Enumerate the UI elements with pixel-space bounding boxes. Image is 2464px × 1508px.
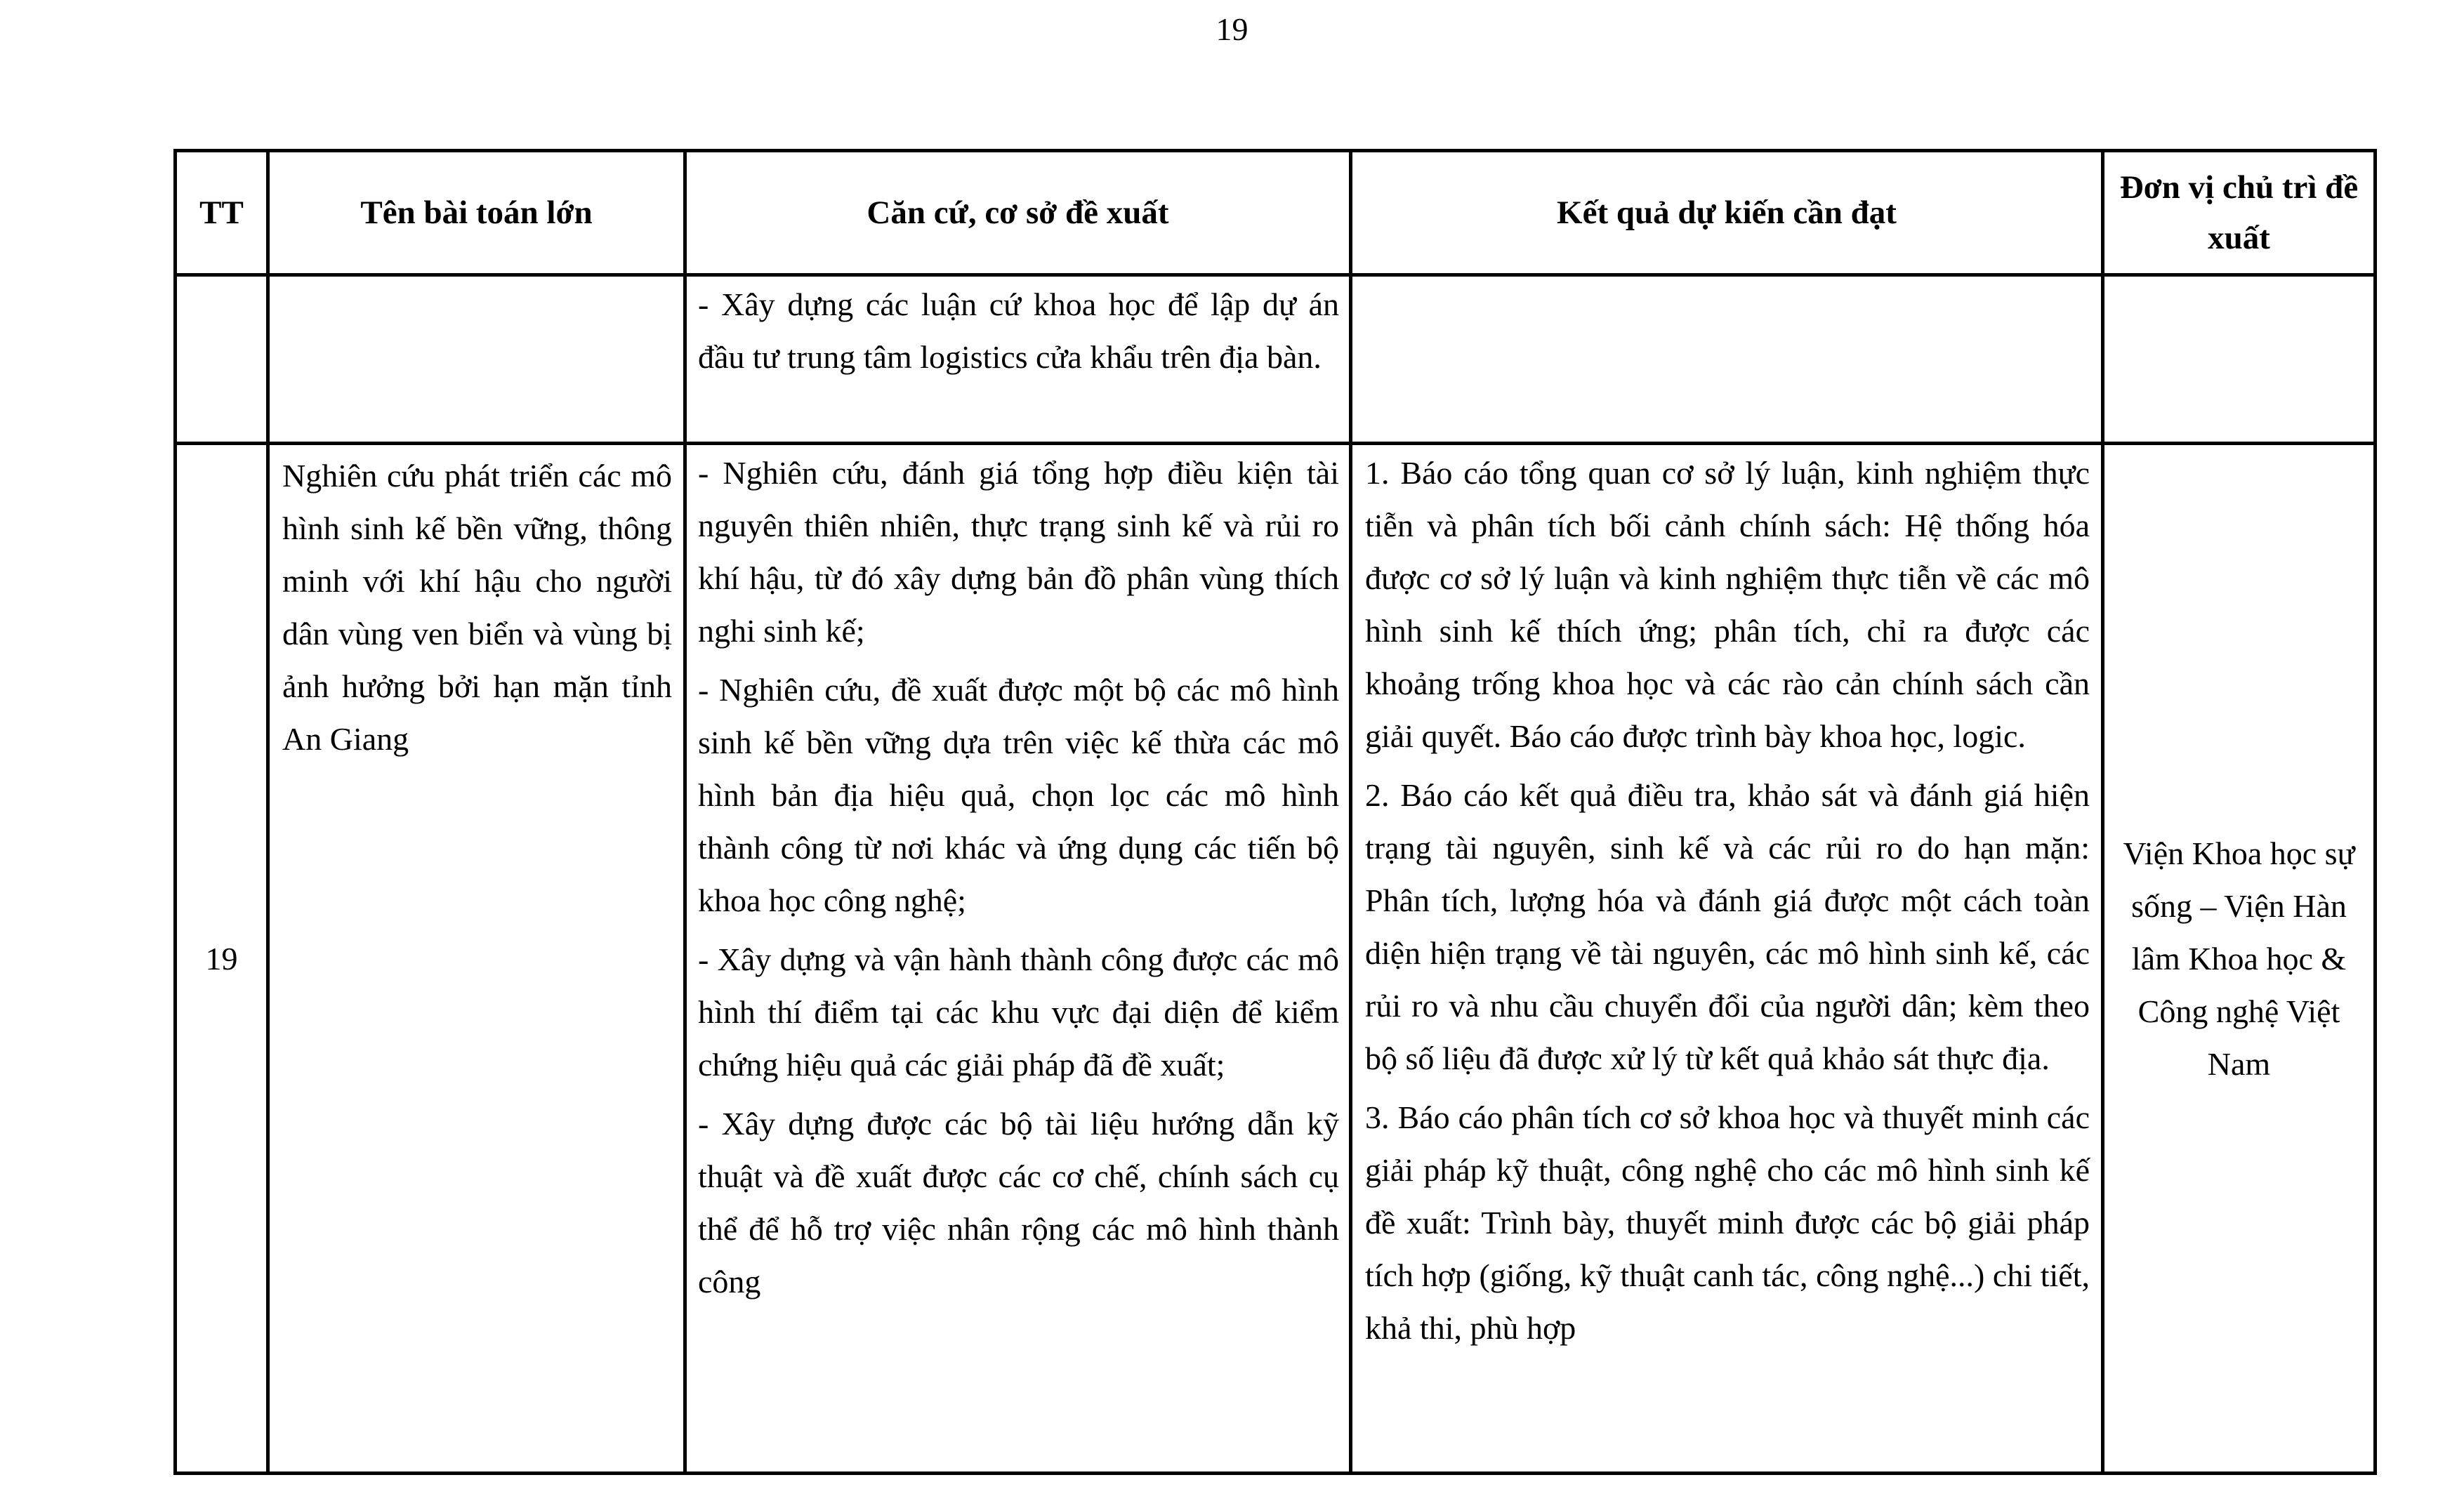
- paragraph: 3. Báo cáo phân tích cơ sở khoa học và thuyết minh các giải pháp kỹ thuật, công nghệ cho các mô hình sinh kế đề xuất: Trình bày, thuyết minh được các bộ giải pháp tích hợp (giống, kỹ thuật canh tác, công nghệ...) chi tiết, khả thi, phù hợp: [1365, 1099, 2090, 1346]
- paragraph: 1. Báo cáo tổng quan cơ sở lý luận, kinh nghiệm thực tiễn và phân tích bối cảnh chính sách: Hệ thống hóa được cơ sở lý luận và kinh nghiệm thực tiễn về các mô hình sinh kế thích ứng; phân tích, chỉ ra được các khoảng trống khoa học và các rào cản chính sách cần giải quyết. Báo cáo được trình bày khoa học, logic.: [1365, 455, 2090, 754]
- cell-lead-unit: [2103, 275, 2376, 444]
- cell-expected-results: [1351, 275, 2103, 444]
- page-number: 19: [1215, 11, 1249, 47]
- header-problem-name: Tên bài toán lớn: [268, 151, 685, 275]
- cell-lead-unit: Viện Khoa học sự sống – Viện Hàn lâm Khoa học & Công nghệ Việt Nam: [2103, 444, 2376, 1474]
- paragraph: 2. Báo cáo kết quả điều tra, khảo sát và đánh giá hiện trạng tài nguyên, sinh kế và các rủi ro do hạn mặn: Phân tích, lượng hóa và đánh giá được một cách toàn diện hiện trạng về tài nguyên, các mô hình sinh kế, các rủi ro và nhu cầu chuyển đổi của người dân; kèm theo bộ số liệu đã được xử lý từ kết quả khảo sát thực địa.: [1365, 777, 2090, 1076]
- table-row-continuation: [176, 275, 2376, 444]
- table-row-19: [176, 444, 2376, 1474]
- paragraph: - Xây dựng các luận cứ khoa học để lập dự án đầu tư trung tâm logistics cửa khẩu trên địa bàn.: [698, 286, 1339, 375]
- paragraph: - Nghiên cứu, đánh giá tổng hợp điều kiện tài nguyên thiên nhiên, thực trạng sinh kế và rủi ro khí hậu, từ đó xây dựng bản đồ phân vùng thích nghi sinh kế;: [698, 455, 1339, 649]
- cell-problem-name: Nghiên cứu phát triển các mô hình sinh kế bền vững, thông minh với khí hậu cho người dân vùng ven biển và vùng bị ảnh hưởng bởi hạn mặn tỉnh An Giang: [268, 444, 685, 1474]
- cell-basis: [685, 444, 1351, 1474]
- cell-tt: 19: [176, 444, 268, 1474]
- cell-tt: [176, 275, 268, 444]
- paragraph: - Nghiên cứu, đề xuất được một bộ các mô hình sinh kế bền vững dựa trên việc kế thừa các mô hình bản địa hiệu quả, chọn lọc các mô hình thành công từ nơi khác và ứng dụng các tiến bộ khoa học công nghệ;: [698, 672, 1339, 918]
- cell-problem-name: [268, 275, 685, 444]
- cell-expected-results: [1351, 444, 2103, 1474]
- header-lead-unit: Đơn vị chủ trì đề xuất: [2103, 151, 2376, 275]
- header-expected-results: Kết quả dự kiến cần đạt: [1351, 151, 2103, 275]
- header-tt: TT: [176, 151, 268, 275]
- paragraph: - Xây dựng được các bộ tài liệu hướng dẫn kỹ thuật và đề xuất được các cơ chế, chính sách cụ thể để hỗ trợ việc nhân rộng các mô hình thành công: [698, 1106, 1339, 1299]
- cell-basis: [685, 275, 1351, 444]
- paragraph: - Xây dựng và vận hành thành công được các mô hình thí điểm tại các khu vực đại diện để kiểm chứng hiệu quả các giải pháp đã đề xuất;: [698, 941, 1339, 1083]
- header-basis: Căn cứ, cơ sở đề xuất: [685, 151, 1351, 275]
- table-header-row: [176, 151, 2376, 275]
- proposal-table: [173, 149, 2377, 1475]
